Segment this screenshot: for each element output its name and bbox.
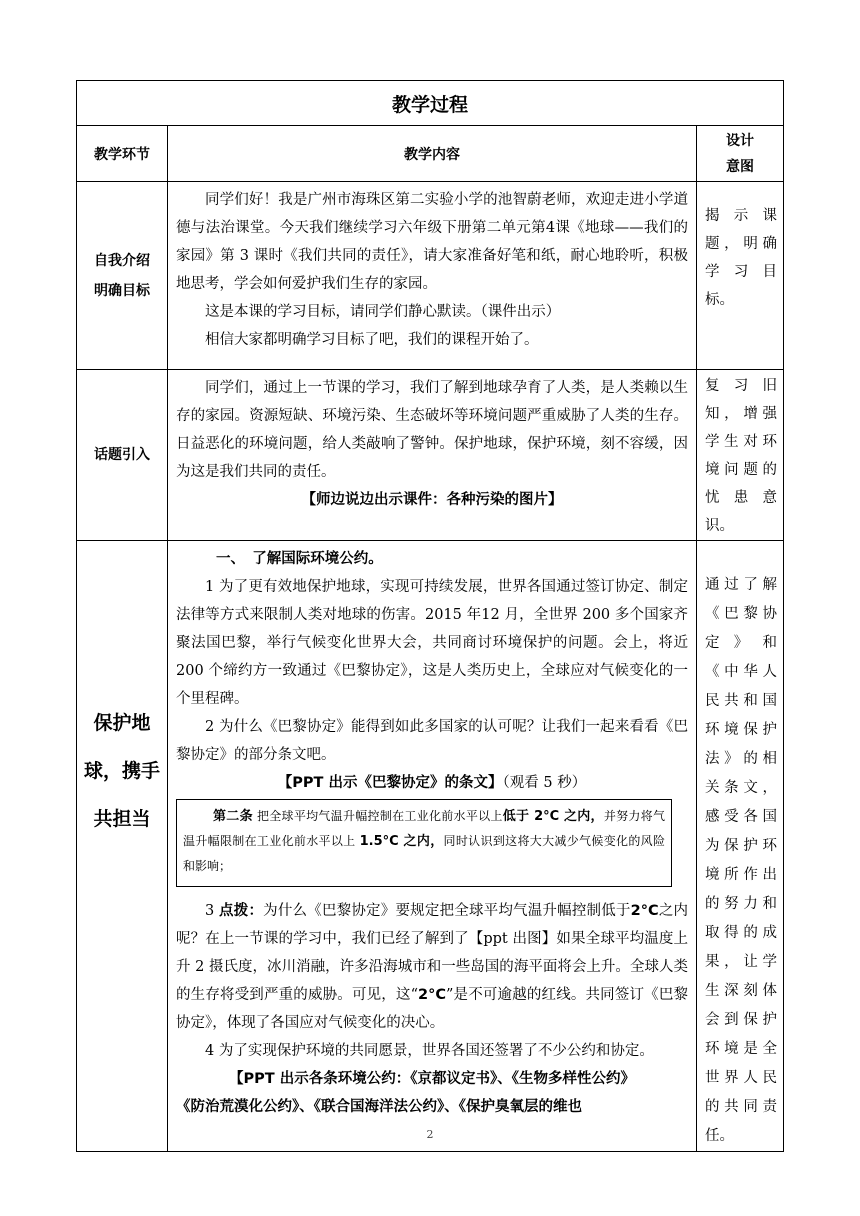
p3-text-3: ”是不可逾越的红线。共同签订《巴黎协定》，体现了各国应对气候变化的决心。 xyxy=(176,987,688,1031)
p3-hint-label: 点拨： xyxy=(219,903,264,919)
protect-paragraph-4: 4 为了实现保护环境的共同愿景，世界各国还签署了不少公约和协定。 xyxy=(205,1043,654,1059)
ppt-paris-label: 【PPT 出示《巴黎协定》的条文】 xyxy=(277,775,503,791)
p3-2c-2: 2°C xyxy=(418,987,446,1003)
topic-label: 话题引入 xyxy=(77,370,168,541)
intro-label xyxy=(77,182,168,370)
protect-paragraph-1: 1 为了更有效地保护地球，实现可持续发展，世界各国通过签订协定、制定法律等方式来限制人类对地球的伤害。2015 年12 月，全世界 200 多个国家齐聚法国巴黎，举行气候变化世界大会，共同商讨环境保护的问题。会上，将近 200 个缔约方一致通过《巴黎协定》，这是人类历史上，全球应对气候变化的一个里程碑。 xyxy=(176,579,688,707)
topic-ppt-note: 【师边说边出示课件：各种污染的图片】 xyxy=(301,492,563,508)
p3-text-1: 为什么《巴黎协定》要规定把全球平均气温升幅控制低于 xyxy=(263,903,631,919)
ppt-conventions-line2: 《防治荒漠化公约》、《联合国海洋法公约》、《保护臭氧层的维也 xyxy=(176,1099,582,1115)
topic-paragraph-1: 同学们，通过上一节课的学习，我们了解到地球孕育了人类，是人类赖以生存的家园。资源短缺、环境污染、生态破坏等环境问题严重威胁了人类的生存。日益恶化的环境问题，给人类敲响了警钟。保护地球，保护环境，刻不容缓，因为这是我们共同的责任。 xyxy=(176,380,688,480)
article-limit-15c: 1.5°C 之内， xyxy=(359,834,444,849)
header-section: 教学环节 xyxy=(77,126,168,182)
protect-intent: 通过了解《巴黎协定》和《中华人民共和国环境保护法》的相关条文，感受各国为保护环境所作出的努力和取得的成果，让学生深刻体会到保护环境是全世界人民的共同责任。 xyxy=(697,541,784,1152)
row-topic xyxy=(77,370,784,541)
intro-paragraph-3: 相信大家都明确学习目标了吧，我们的课程开始了。 xyxy=(205,332,539,348)
article-text-1: 把全球平均气温升幅控制在工业化前水平以上 xyxy=(252,809,503,823)
protect-label-line3: 共担当 xyxy=(93,808,151,830)
row-intro xyxy=(77,182,784,370)
teaching-process-table xyxy=(76,80,784,1152)
topic-content xyxy=(168,370,697,541)
intro-label-line2: 明确目标 xyxy=(94,282,150,299)
protect-label xyxy=(77,541,168,1152)
p3-number: 3 xyxy=(205,903,220,919)
ppt-conventions-line1: 【PPT 出示各条环境公约：《京都议定书》、《生物多样性公约》 xyxy=(229,1071,635,1087)
header-intent-line1: 设计 xyxy=(726,132,754,149)
protect-paragraph-2: 2 为什么《巴黎协定》能得到如此多国家的认可呢？让我们一起来看看《巴黎协定》的部分条文吧。 xyxy=(176,719,688,763)
article-text-3: 同时认识到这将大大减少气候变化的风险和影响； xyxy=(183,834,665,873)
p3-2c-1: 2°C xyxy=(630,903,659,919)
topic-intent: 复习旧知，增强学生对环境问题的忧患意识。 xyxy=(697,370,784,541)
intro-content xyxy=(168,182,697,370)
header-intent-line2: 意图 xyxy=(726,158,754,175)
row-protect xyxy=(77,541,784,1152)
p3-text-2: 之内呢？在上一节课的学习中，我们已经了解到了【ppt 出图】如果全球平均温度上升 2 摄氏度，冰川消融，许多沿海城市和一些岛国的海平面将会上升。全球人类的生存将受到严重的威胁。可见，这“ xyxy=(176,903,689,1003)
header-content: 教学内容 xyxy=(168,126,697,182)
intro-paragraph-1: 同学们好！我是广州市海珠区第二实验小学的池智蔚老师，欢迎走进小学道德与法治课堂。今天我们继续学习六年级下册第二单元第4课《地球——我们的家园》第 3 课时《我们共同的责任》，请大家准备好笔和纸，耐心地聆听，积极地思考，学会如何爱护我们生存的家园。 xyxy=(176,192,688,292)
table-title: 教学过程 xyxy=(77,81,784,126)
article-limit-2c: 低于 2°C 之内， xyxy=(502,809,604,824)
ppt-paris-duration: （观看 5 秒） xyxy=(502,775,587,791)
protect-label-line2: 球，携手 xyxy=(83,760,160,782)
header-intent xyxy=(697,126,784,182)
protect-paragraph-3 xyxy=(176,897,688,1037)
intro-intent: 揭示课题，明确学习目标。 xyxy=(697,182,784,370)
intro-paragraph-2: 这是本课的学习目标，请同学们静心默读。（课件出示） xyxy=(205,304,561,320)
protect-label-line1: 保护地 xyxy=(93,712,151,734)
protect-heading: 一、 了解国际环境公约。 xyxy=(216,551,383,567)
article-text-2: 并努力将气温升幅限制在工业化前水平以上 xyxy=(183,809,665,848)
page-number: 2 xyxy=(426,1128,434,1141)
protect-content xyxy=(168,541,697,1152)
paris-article-box xyxy=(176,799,672,887)
article-number: 第二条 xyxy=(213,809,253,824)
ppt-paris-line xyxy=(176,769,688,797)
intro-label-line1: 自我介绍 xyxy=(94,252,150,269)
